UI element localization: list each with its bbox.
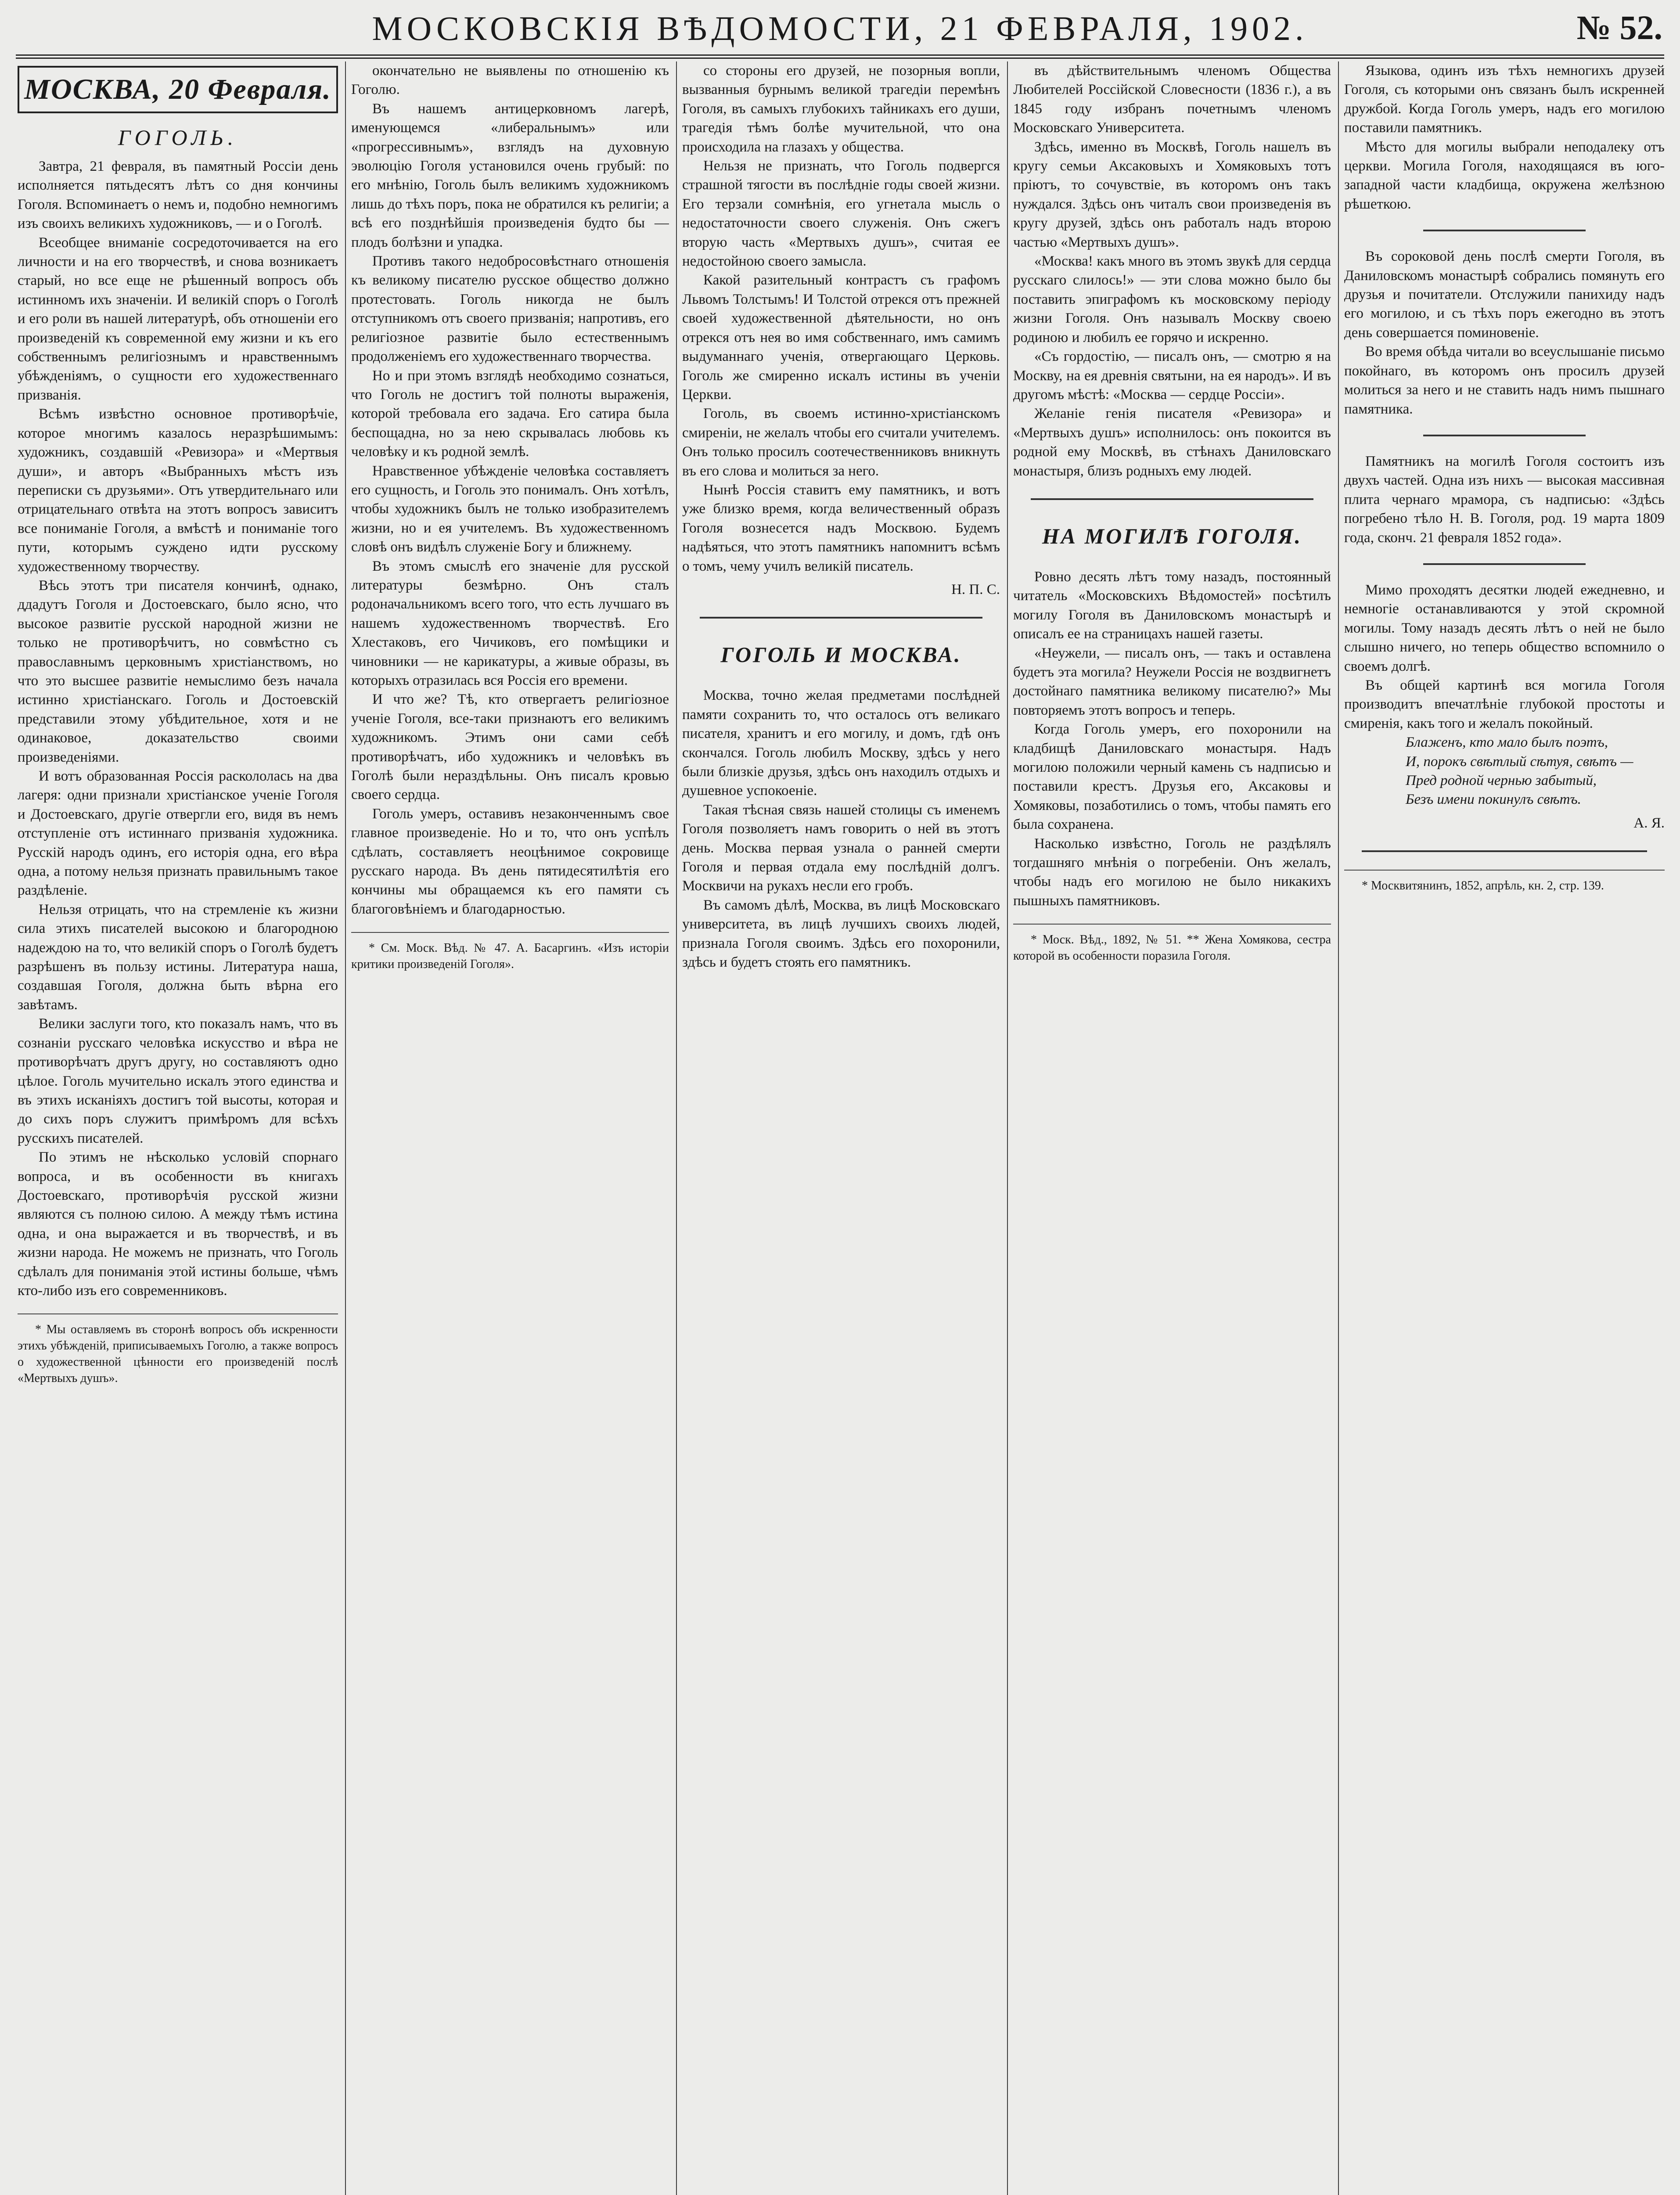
section-divider: [1423, 230, 1586, 231]
verse-quote: [1344, 733, 1665, 810]
paragraph: Какой разительный контрастъ съ графомъ Львомъ Толстымъ! И Толстой отрекся отъ прежней своей художественной дѣятельности, но онъ отрекся отъ нея во имя собственнаго, имъ самимъ выдуманнаго ученія, отвергающаго Церковь. Гоголь же смиренно искалъ истины въ ученіи Церкви.: [682, 272, 1000, 403]
paragraph: Вѣсь этотъ три писателя кончинѣ, однако, ддадутъ Гоголя и Достоевскаго, было ясно, что высокое развитіе русской народной жизни не только не противорѣчитъ, но совмѣстно съ православнымъ церковнымъ христіанствомъ, но что это высшее развитіе немыслимо безъ начала истинно христіанскаго. Гоголь и Достоевскій представили этому убѣдительное, хотя и не одинаковое, доказательство своими произведеніями.: [18, 577, 338, 765]
footnote: [1013, 924, 1331, 964]
column-2: [351, 61, 669, 2195]
footnote: [351, 932, 669, 972]
paragraph: Въ нашемъ антицерковномъ лагерѣ, именующемся «либеральнымъ» или «прогрессивнымъ», взглядъ на духовную эволюцію Гоголя установился очень грубый: по его мнѣнію, Гоголь былъ великимъ художникомъ лишь до тѣхъ поръ, пока не обратился къ религіи; а всѣ его позднѣйшія произведенія будто бы — плодъ болѣзни и упадка.: [351, 101, 669, 250]
paragraph: Такая тѣсная связь нашей столицы съ именемъ Гоголя позволяетъ намъ говорить о ней въ этотъ день. Москва первая узнала о ранней смерти Гоголя и первая отдала ему послѣдній долгъ. Москвичи на рукахъ несли его гробъ.: [682, 802, 1000, 894]
paragraph: «Съ гордостію, — писалъ онъ, — смотрю я на Москву, на ея древнія святыни, на ея народъ». И въ другомъ мѣстѣ: «Москва — сердце Россіи».: [1013, 349, 1331, 403]
paragraph: Въ общей картинѣ вся могила Гоголя производитъ впечатлѣніе глубокой простоты и смиренія, какъ того и желалъ покойный.: [1344, 677, 1665, 731]
article-signature: А. Я.: [1633, 815, 1665, 831]
article-title: ГОГОЛЬ.: [118, 125, 238, 150]
paragraph: «Неужели, — писалъ онъ, — такъ и оставлена будетъ эта могила? Неужели Россія не воздвигнетъ достойнаго памятника великому писателю?» Мы повторяемъ этотъ вопросъ и теперь.: [1013, 645, 1331, 718]
column-rule: [676, 61, 677, 2195]
paragraph: въ дѣйствительнымъ членомъ Общества Любителей Россійской Словесности (1836 г.), а въ 1845 году избранъ почетнымъ членомъ Московскаго Университета.: [1013, 63, 1331, 136]
paragraph: Желаніе генія писателя «Ревизора» и «Мертвыхъ душъ» исполнилось: онъ покоится въ родной ему Москвѣ, въ стѣнахъ Даниловскаго монастыря, близъ родныхъ ему людей.: [1013, 406, 1331, 479]
paragraph: Во время обѣда читали во всеуслышаніе письмо покойнаго, въ которомъ онъ просилъ друзей молиться за него и не ставить надъ нимъ пышнаго памятника.: [1344, 344, 1665, 417]
masthead: [16, 6, 1664, 59]
paragraph: Велики заслуги того, кто показалъ намъ, что въ сознаніи русскаго человѣка искусство и вѣра не противорѣчатъ другъ другу, но составляютъ одно цѣлое. Гоголь мучительно искалъ этого единства и въ этихъ исканіяхъ достигъ той высоты, которая и до сихъ поръ служитъ примѣромъ для всѣхъ русскихъ писателей.: [18, 1016, 338, 1146]
column-5: [1344, 61, 1665, 2195]
verse-line: Безъ имени покинулъ свѣтъ.: [1406, 792, 1581, 808]
paragraph: Нынѣ Россія ставитъ ему памятникъ, и вотъ уже близко время, когда величественный образъ Гоголя вознесется надъ Москвою. Будемъ надѣяться, что этотъ памятникъ напомнитъ всѣмъ о томъ, чему училъ великій писатель.: [682, 482, 1000, 574]
article-signature: Н. П. С.: [951, 581, 1000, 597]
verse-line: И, порокъ свѣтлый сѣтуя, свѣтъ —: [1406, 753, 1633, 770]
paragraph: со стороны его друзей, не позорныя вопли, вызванныя бурнымъ великой трагедіи перемѣнъ Гоголя, въ самыхъ глубокихъ тайникахъ его души, трагедія тѣмъ болѣе мучительной, что она происходила на глазахъ у общества.: [682, 63, 1000, 155]
paragraph: Въ этомъ смыслѣ его значеніе для русской литературы безмѣрно. Онъ сталъ родоначальникомъ всего того, что есть лучшаго въ нашемъ художественномъ творчествѣ. Его Хлестаковъ, его Чичиковъ, его помѣщики и чиновники — не карикатуры, а живые образы, въ которыхъ отразилась вся Россія его времени.: [351, 558, 669, 688]
verse-line: Пред родной чернью забытый,: [1406, 773, 1597, 788]
paragraph: Москва, точно желая предметами послѣдней памяти сохранить то, что осталось отъ великаго писателя, хранитъ и его могилу, и домъ, гдѣ онъ скончался. Гоголь любилъ Москву, здѣсь у него были близкіе друзья, здѣсь онъ находилъ отдыхъ и душевное успокоеніе.: [682, 687, 1000, 799]
issue-number: № 52.: [1576, 8, 1662, 47]
paragraph: Гоголь умеръ, оставивъ незаконченнымъ свое главное произведеніе. Но и то, что онъ успѣлъ сдѣлать, составляетъ неоцѣнимое сокровище русскаго народа. Въ день пятидесятилѣтія его кончины мы обращаемся къ его памяти съ благоговѣніемъ и благодарностью.: [351, 806, 669, 917]
verse-line: Блаженъ, кто мало былъ поэтъ,: [1406, 734, 1608, 751]
paragraph: Всѣмъ извѣстно основное противорѣчіе, которое многимъ казалось неразрѣшимымъ: художникъ, создавшій «Ревизора» и «Мертвыя души», и авторъ «Выбранныхъ мѣстъ изъ переписки съ друзьями». Отъ утвердительнаго или отрицательнаго отвѣта на этотъ вопросъ зависитъ все пониманіе Гоголя, а вмѣстѣ и пониманіе того пути, которымъ суждено идти русскому художественному творчеству.: [18, 406, 338, 575]
paragraph: Нельзя не признать, что Гоголь подвергся страшной тягости въ послѣдніе годы своей жизни. Его терзали сомнѣнія, его угнетала мысль о недостаточности своего служенія. Онъ сжегъ вторую часть «Мертвыхъ душъ», считая ее недостойною своего замысла.: [682, 158, 1000, 270]
dateline-header: МОСКВА, 20 Февраля.: [18, 66, 338, 113]
footnote-text: * Моск. Вѣд., 1892, № 51. ** Жена Хомякова, сестра которой въ особенности поразила Гоголя.: [1013, 933, 1331, 963]
paragraph: Но и при этомъ взглядѣ необходимо сознаться, что Гоголь не достигъ той полноты выраженія, которой требовала его задача. Его сатира была беспощадна, но за нею скрывалась любовь къ человѣку и къ родной землѣ.: [351, 367, 669, 460]
paragraph: Гоголь, въ своемъ истинно-христіанскомъ смиреніи, не желалъ чтобы его считали учителемъ. Онъ только просилъ соотечественниковъ вникнуть въ его слова и молиться за него.: [682, 406, 1000, 479]
paragraph: Противъ такого недобросовѣстнаго отношенія къ великому писателю русское общество должно протестовать. Гоголь никогда не былъ отступникомъ отъ своего призванія; напротивъ, его религіозное развитіе было естественнымъ продолженіемъ его художественнаго творчества.: [351, 253, 669, 365]
paragraph: Здѣсь, именно въ Москвѣ, Гоголь нашелъ въ кругу семьи Аксаковыхъ и Хомяковыхъ тотъ пріютъ, то сочувствіе, въ которомъ онъ такъ нуждался. Здѣсь онъ читалъ свои произведенія въ кругу друзей, здѣсь онъ работалъ надъ второю частью «Мертвыхъ душъ».: [1013, 139, 1331, 250]
paragraph: Въ самомъ дѣлѣ, Москва, въ лицѣ Московскаго университета, въ лицѣ лучшихъ своихъ людей, признала Гоголя своимъ. Здѣсь его похоронили, здѣсь и будетъ стоять его памятникъ.: [682, 897, 1000, 971]
column-1: [18, 61, 338, 2195]
column-4: [1013, 61, 1331, 2195]
footnote: [1344, 870, 1665, 894]
paragraph: И что же? Тѣ, кто отвергаетъ религіозное ученіе Гоголя, все-таки признаютъ его великимъ художникомъ. Этимъ они сами себѣ противорѣчатъ, ибо художникъ и человѣкъ въ Гоголѣ были нераздѣльны. Онъ писалъ кровью своего сердца.: [351, 691, 669, 803]
column-rule: [1338, 61, 1339, 2195]
section-title: НА МОГИЛѢ ГОГОЛЯ.: [1042, 523, 1302, 548]
paragraph: По этимъ не нѣсколько условій спорнаго вопроса, и въ особенности въ книгахъ Достоевскаго, противорѣчія русской жизни являются съ полною силою. А между тѣмъ истина одна, и она выражается и въ творчествѣ, и въ жизни народа. Не можемъ не признать, что Гоголь сдѣлалъ для пониманія этой истины больше, чѣмъ кто-либо изъ его современниковъ.: [18, 1149, 338, 1299]
section-divider: [1423, 435, 1586, 436]
paragraph: Въ сороковой день послѣ смерти Гоголя, въ Даниловскомъ монастырѣ собрались помянуть его друзья и почитатели. Отслужили панихиду надъ его могилою, и съ тѣхъ поръ ежегодно въ этотъ день совершается поминовеніе.: [1344, 248, 1665, 341]
section-divider: [1031, 498, 1313, 500]
paragraph: Ровно десять лѣтъ тому назадъ, постоянный читатель «Московскихъ Вѣдомостей» посѣтилъ могилу Гоголя въ Даниловскомъ монастырѣ и описалъ ее на страницахъ нашей газеты.: [1013, 569, 1331, 642]
footnote-text: * Москвитянинъ, 1852, апрѣль, кн. 2, стр. 139.: [1362, 879, 1604, 893]
newspaper-title: МОСКОВСКІЯ ВѢДОМОСТИ, 21 ФЕВРАЛЯ, 1902.: [372, 9, 1308, 47]
section-title: ГОГОЛЬ И МОСКВА.: [720, 642, 962, 667]
paragraph: окончательно не выявлены по отношенію къ Гоголю.: [351, 63, 669, 98]
paragraph: Памятникъ на могилѣ Гоголя состоитъ изъ двухъ частей. Одна изъ нихъ — высокая массивная плита чернаго мрамора, съ надписью: «Здѣсь погребено тѣло Н. В. Гоголя, род. 19 марта 1809 года, сконч. 21 февраля 1852 года».: [1344, 453, 1665, 546]
footnote: [18, 1313, 338, 1386]
paragraph: Когда Гоголь умеръ, его похоронили на кладбищѣ Даниловскаго монастыря. Надъ могилою положили черный камень съ надписью и поставили крестъ. Друзья его, Аксаковы и Хомяковы, позаботились о томъ, чтобы память его была сохранена.: [1013, 721, 1331, 833]
paragraph: Языкова, одинъ изъ тѣхъ немногихъ друзей Гоголя, съ которыми онъ связанъ былъ искренней дружбой. Когда Гоголь умеръ, надъ его могилою поставили памятникъ.: [1344, 63, 1665, 136]
section-divider: [1362, 850, 1647, 852]
column-rule: [1007, 61, 1008, 2195]
paragraph: Мѣсто для могилы выбрали неподалеку отъ церкви. Могила Гоголя, находящаяся въ юго-западной части кладбища, окружена желѣзною рѣшеткою.: [1344, 139, 1665, 212]
column-rule: [345, 61, 346, 2195]
paragraph: «Москва! какъ много въ этомъ звукѣ для сердца русскаго слилось!» — эти слова можно было бы поставить эпиграфомъ къ московскому періоду жизни Гоголя. Онъ называлъ Москву своею родиною и любилъ ее горячо и искренно.: [1013, 253, 1331, 345]
footnote-text: * См. Моск. Вѣд. № 47. А. Басаргинъ. «Изъ исторіи критики произведеній Гоголя».: [351, 941, 669, 972]
paragraph: Насколько извѣстно, Гоголь не раздѣлялъ тогдашняго мнѣнія о погребеніи. Онъ желалъ, чтобы надъ его могилою не было никакихъ пышныхъ памятниковъ.: [1013, 835, 1331, 909]
section-divider: [1423, 563, 1586, 565]
paragraph: Завтра, 21 февраля, въ памятный Россіи день исполняется пятьдесятъ лѣтъ со дня кончины Гоголя. Вспоминаетъ о немъ и, подобно немногимъ изъ своихъ великихъ художниковъ, — и о Гоголѣ.: [18, 158, 338, 232]
paragraph: И вотъ образованная Россія раскололась на два лагеря: одни признали христіанское ученіе Гоголя и Достоевскаго, другіе отвергли его, видя въ немъ отступленіе отъ истиннаго призванія художника. Русскій народъ одинъ, его исторія одна, его вѣра одна, а потому нельзя признать правильнымъ такое раздѣленіе.: [18, 768, 338, 899]
footnote-text: * Мы оставляемъ въ сторонѣ вопросъ объ искренности этихъ убѣжденій, приписываемыхъ Гоголю, а также вопросъ о художественной цѣнности его произведеній послѣ «Мертвыхъ душъ».: [18, 1323, 338, 1385]
paragraph: Всеобщее вниманіе сосредоточивается на его личности и на его творчествѣ, и снова возникаетъ старый, но все еще не рѣшенный вопросъ объ истинномъ ихъ значеніи. И великій споръ о Гоголѣ и его роли въ нашей литературѣ, объ отношеніи его произведеній къ современной ему жизни и къ его собственнымъ религіознымъ и нравственнымъ убѣжденіямъ, о сущности его художественнаго призванія.: [18, 234, 338, 403]
column-3: [682, 61, 1000, 2195]
paragraph: Нельзя отрицать, что на стремленіе къ жизни сила этихъ писателей высокою и благородною надеждою на то, что великій споръ о Гоголѣ будетъ разрѣшенъ въ пользу истины. Литература наша, создавшая Гоголя, должна быть вѣрна его завѣтамъ.: [18, 901, 338, 1013]
paragraph: Мимо проходятъ десятки людей ежедневно, и немногіе останавливаются у этой скромной могилы. Тому назадъ десять лѣтъ о ней не было слышно ничего, но теперь общество вспомнило о своемъ долгѣ.: [1344, 582, 1665, 674]
section-divider: [700, 617, 982, 619]
paragraph: Нравственное убѣжденіе человѣка составляетъ его сущность, и Гоголь это понималъ. Онъ хотѣлъ, чтобы художникъ былъ не только изобразителемъ жизни, но и ея учителемъ. Въ художественномъ словѣ онъ видѣлъ служеніе Богу и ближнему.: [351, 463, 669, 555]
